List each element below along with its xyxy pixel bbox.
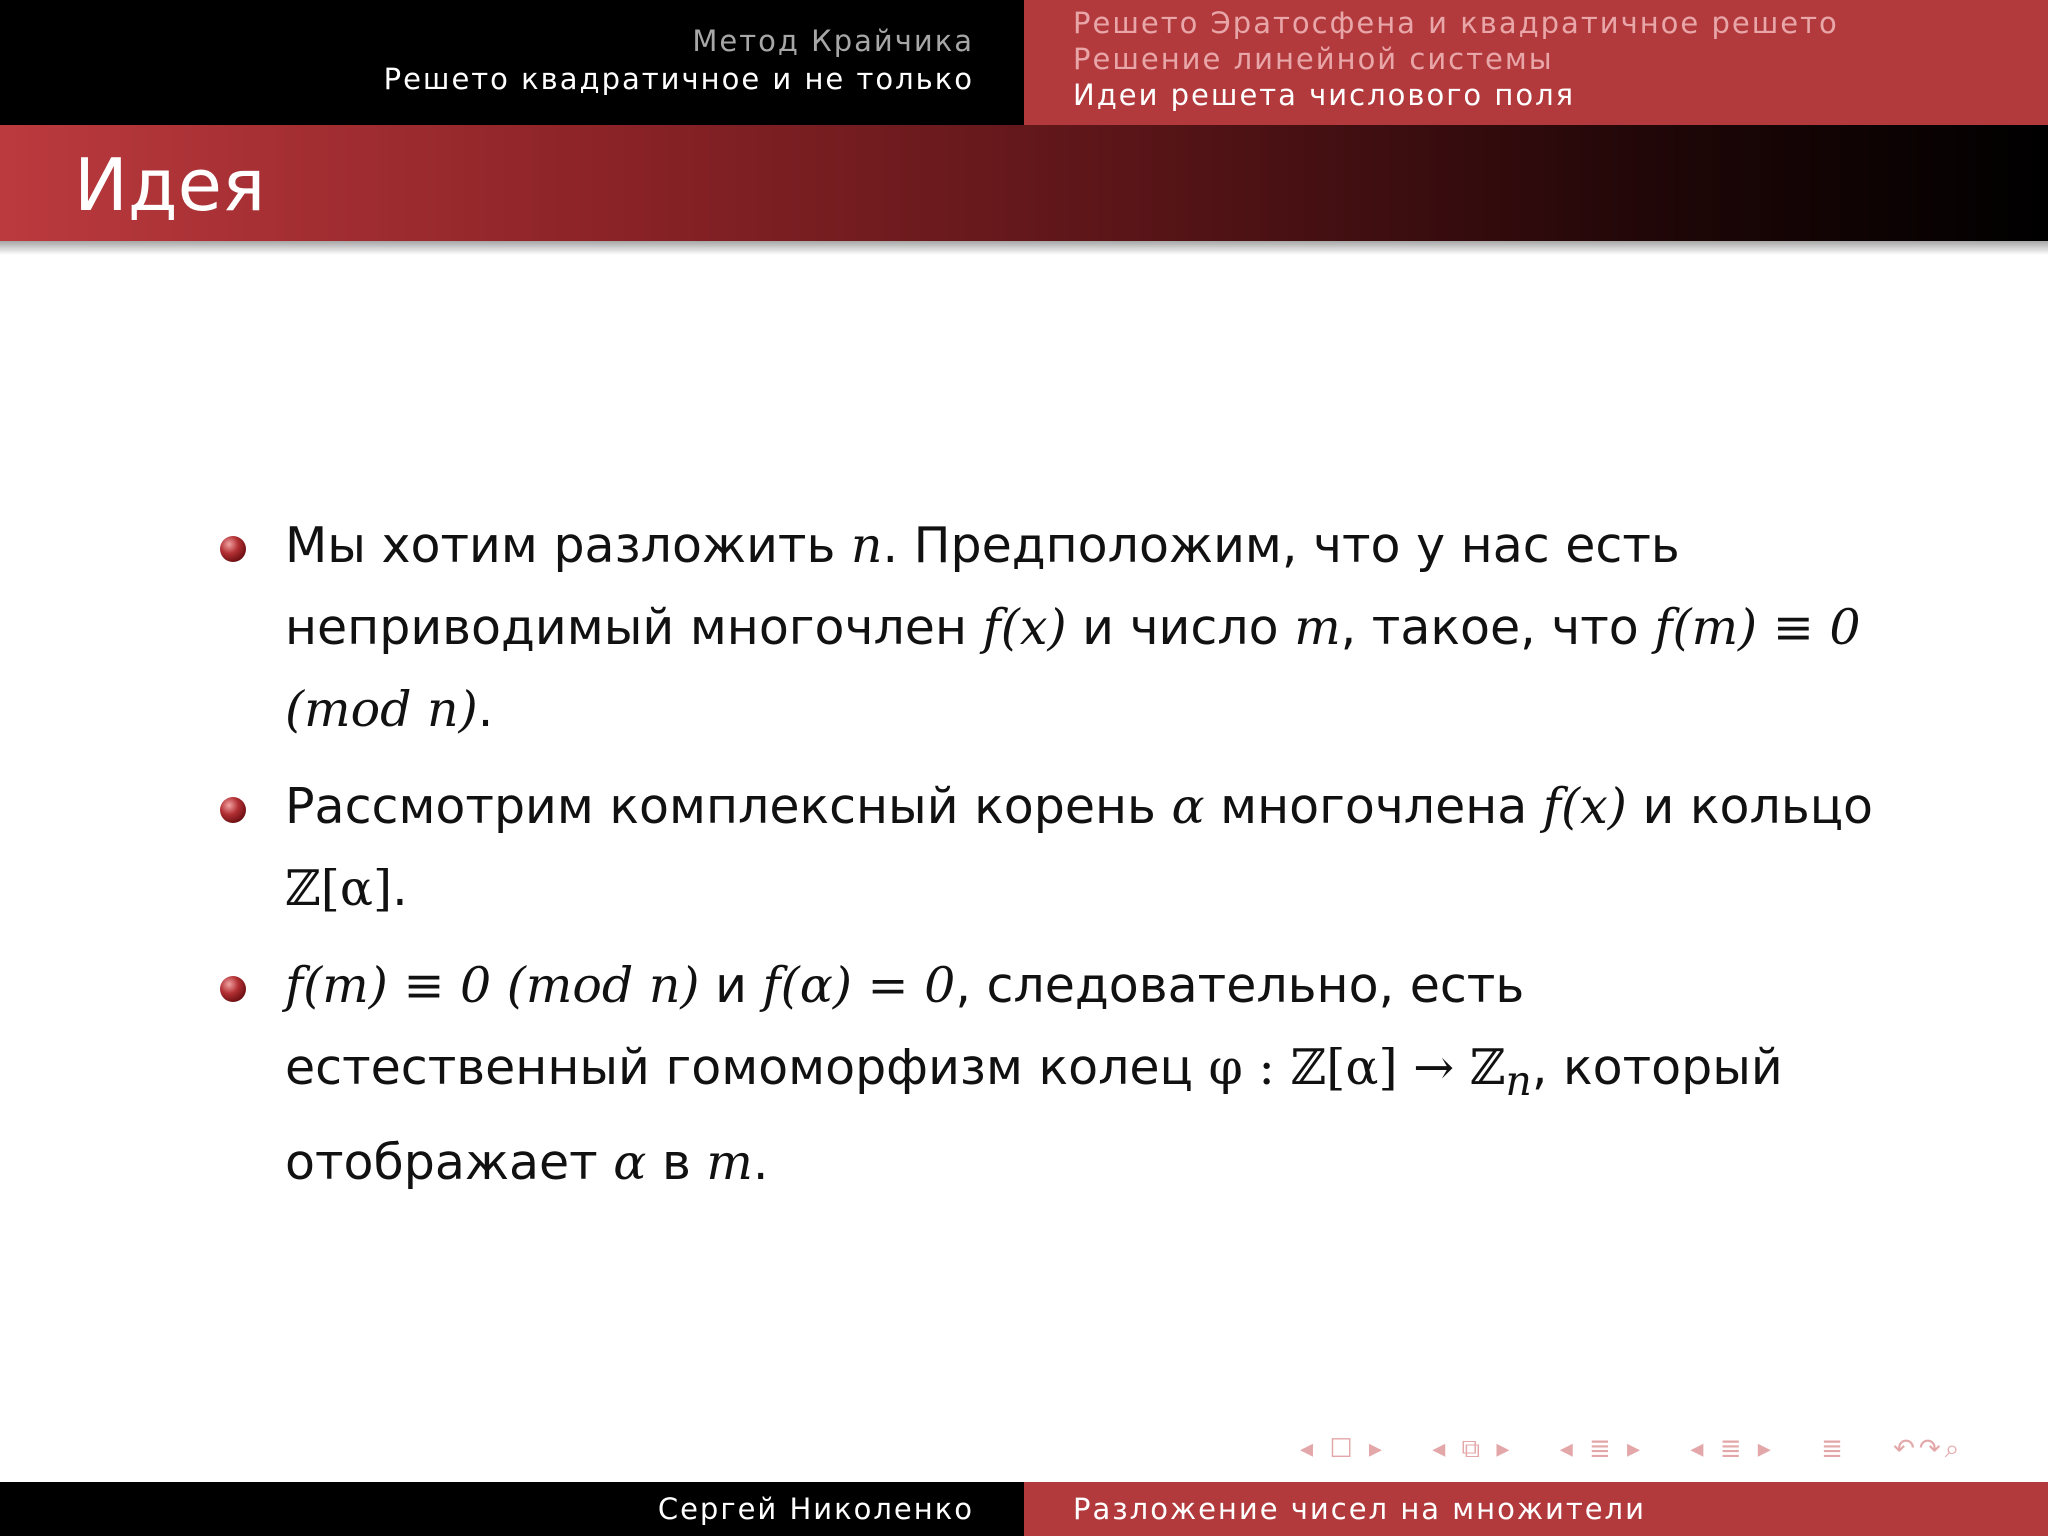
math-alpha: α bbox=[1171, 778, 1205, 835]
footer-right-panel bbox=[1024, 1482, 2048, 1536]
nav-document-icon[interactable]: ≣ bbox=[1821, 1434, 1847, 1464]
header-nav-item-number-field[interactable]: Идеи решета числового поля bbox=[1073, 78, 1576, 112]
header-subsection-link[interactable]: Решето квадратичное и не только bbox=[383, 62, 974, 96]
bullet-text-3: f(m) ≡ 0 (mod n) и f(α) = 0, следовательно, есть естественный гомоморфизм колец φ : ℤ[α] → ℤ$_n$, который отображает α в m. bbox=[285, 957, 1783, 1191]
header-left-panel bbox=[0, 0, 1024, 125]
bullet-item-2 bbox=[220, 766, 1900, 930]
math-fx: f(x) bbox=[1542, 778, 1627, 835]
math-alpha: α bbox=[613, 1133, 647, 1191]
footer-author: Сергей Николенко bbox=[657, 1492, 974, 1526]
bullet-icon bbox=[220, 797, 246, 823]
frame-title-bar bbox=[0, 125, 2048, 241]
nav-part-icon[interactable]: ◂ ≣ ▸ bbox=[1690, 1434, 1775, 1464]
beamer-navigation bbox=[1300, 1434, 1997, 1468]
frame-title: Идея bbox=[74, 143, 266, 227]
header-nav-item-sieve[interactable]: Решето Эратосфена и квадратичное решето bbox=[1073, 6, 1839, 40]
math-congruence: f(m) ≡ 0 (mod n) bbox=[285, 957, 700, 1014]
math-m: m bbox=[1294, 599, 1341, 656]
math-congruence: f(m) ≡ 0 (mod n) bbox=[285, 599, 1861, 738]
nav-frame-icon[interactable]: ◂ ☐ ▸ bbox=[1300, 1434, 1386, 1464]
math-n: n bbox=[850, 517, 883, 574]
math-root-eq: f(α) = 0 bbox=[762, 957, 956, 1014]
math-m: m bbox=[706, 1133, 753, 1191]
header-nav-item-linear-system[interactable]: Решение линейной системы bbox=[1073, 42, 1554, 76]
nav-subsection-icon[interactable]: ◂ ⧉ ▸ bbox=[1432, 1434, 1514, 1464]
bullet-icon bbox=[220, 976, 246, 1002]
bullet-item-3 bbox=[220, 945, 1900, 1204]
math-subscript-n: n bbox=[1505, 1056, 1532, 1105]
footer-left-panel bbox=[0, 1482, 1024, 1536]
nav-section-icon[interactable]: ◂ ≣ ▸ bbox=[1559, 1434, 1645, 1464]
footer-title: Разложение чисел на множители bbox=[1073, 1492, 1646, 1526]
frame-title-shadow bbox=[0, 241, 2048, 255]
bullet-text-1: Мы хотим разложить n. Предположим, что у нас есть неприводимый многочлен f(x) и число m, такое, что f(m) ≡ 0 (mod n). bbox=[285, 517, 1861, 738]
bullet-item-1 bbox=[220, 505, 1900, 751]
slide-content bbox=[220, 505, 1900, 1219]
nav-search-icon[interactable]: ↶↷⌕ bbox=[1893, 1434, 1964, 1464]
bullet-icon bbox=[220, 536, 246, 562]
header-section-link[interactable]: Метод Крайчика bbox=[692, 24, 974, 58]
math-fx: f(x) bbox=[982, 599, 1067, 656]
header-right-panel bbox=[1024, 0, 2048, 125]
math-ring: ℤ[α] bbox=[285, 860, 393, 917]
math-homomorphism: φ : ℤ[α] → ℤ bbox=[1208, 1039, 1506, 1096]
bullet-text-2: Рассмотрим комплексный корень α многочлена f(x) и кольцо ℤ[α]. bbox=[285, 778, 1874, 917]
